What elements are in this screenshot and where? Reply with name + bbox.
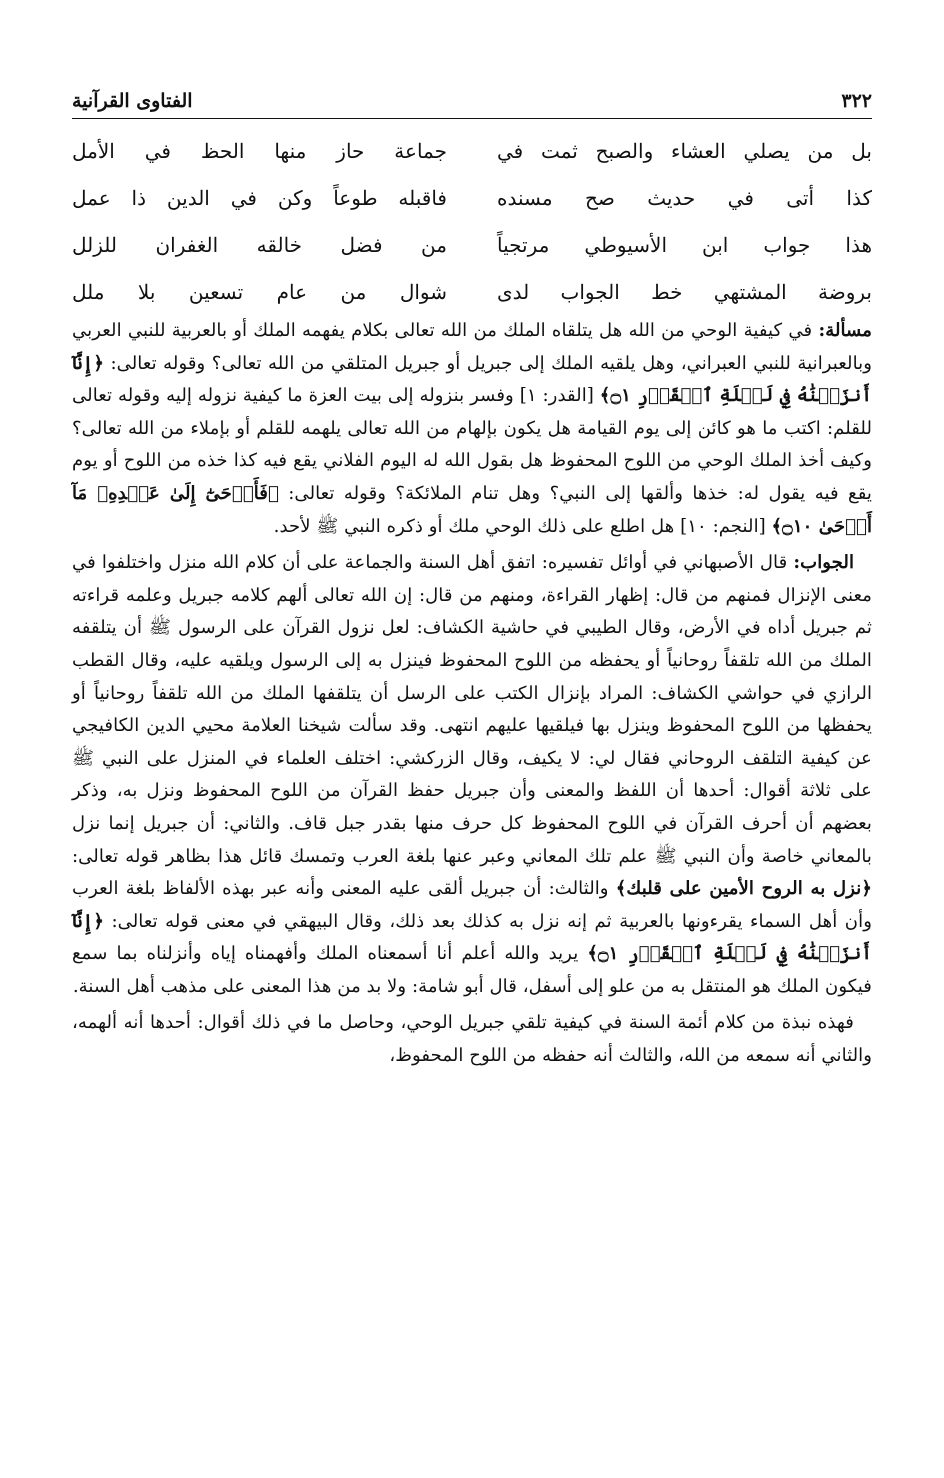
poem-verse <box>72 127 872 174</box>
book-page <box>72 78 872 1073</box>
verse-second-hemistich: فاقبله طوعاً وكن في الدين ذا عمل <box>72 185 447 210</box>
answer-label: الجواب: <box>793 552 854 574</box>
answer-paragraph <box>72 547 872 1003</box>
running-header <box>72 78 872 119</box>
answer-text: والثالث: أن جبريل ألقى عليه المعنى وأنه عبر بهذه الألفاظ بلغة العرب وأن أهل السماء يقرءونها بالعربية ثم إنه نزل به كذلك بعد ذلك، وقال البيهقي في معنى قوله تعالى: <box>72 878 872 932</box>
answer-text: يريد والله أعلم أنا أسمعناه الملك وأفهمناه إياه وأنزلناه بما سمع فيكون الملك هو المنتقل به من علو إلى أسفل، قال أبو شامة: ولا بد من هذا المعنى على مذهب أهل السنة. <box>72 943 872 997</box>
poem <box>72 127 872 315</box>
answer-text: قال الأصبهاني في أوائل تفسيره: اتفق أهل السنة والجماعة على أن كلام الله منزل واختلفوا في معنى الإنزال فمنهم من قال: إظهار القراءة، ومنهم من قال: إن الله تعالى ألهم كلامه جبريل وعلمه قراءته ثم جبريل أداه في الأرض، وقال الطيبي في حاشية الكشاف: لعل نزول القرآن على الرسول ﷺ أن يتلقفه الملك من الله تلقفاً روحانياً أو يحفظه من اللوح المحفوظ فينزل به إلى الرسول ويلقيه عليه، وقال القطب الرازي في حواشي الكشاف: المراد بإنزال الكتب على الرسل أن يتلقفها الملك من الله تلقفاً روحانياً أو يحفظها من اللوح المحفوظ وينزل بها فيلقيها عليهم انتهى. وقد سألت شيخنا العلامة محيي الدين الكافيجي عن كيفية التلقف الروحاني فقال لي: لا يكيف، وقال الزركشي: اختلف العلماء في المنزل على النبي ﷺ على ثلاثة أقوال: أحدها أن اللفظ والمعنى وأن جبريل حفظ القرآن من اللوح المحفوظ ونزل به، وذكر بعضهم أن أحرف القرآن في اللوح المحفوظ كل حرف منها بقدر جبل قاف. والثاني: أن جبريل إنما نزل بالمعاني خاصة وأن النبي ﷺ علم تلك المعاني وعبر عنها بلغة العرب وتمسك قائل هذا بظاهر قوله تعالى: <box>72 552 872 867</box>
verse-first-hemistich: هذا جواب ابن الأسيوطي مرتجياً <box>497 232 872 257</box>
verse-second-hemistich: شوال من عام تسعين بلا ملل <box>72 279 447 304</box>
poem-verse <box>72 174 872 221</box>
poem-verse <box>72 268 872 315</box>
question-text: في كيفية الوحي من الله هل يتلقاه الملك من الله تعالى بكلام يفهمه الملك أو بالعربية للنبي العربي وبالعبرانية للنبي العبراني، وهل يلقيه الملك إلى جبريل أو جبريل المتلقي من الله تعالى؟ وقوله تعالى: <box>72 320 872 374</box>
verse-first-hemistich: بروضة المشتهي خط الجواب لدى <box>497 279 872 304</box>
question-text: [القدر: ١] وفسر بنزوله إلى بيت العزة ما كيفية نزوله إليه وقوله تعالى للقلم: اكتب ما هو كائن إلى يوم القيامة هل يكون بإلهام من الله تعالى يلهمه للقلم أو بإملاء من الله تعالى؟ وكيف أخذ الملك الوحي من اللوح المحفوظ هل بقول الله له اليوم الفلاني يقع فيه كذا خذه من اللوح أو يوم يقع فيه يقول له: خذها وألقها إلى النبي؟ وهل تنام الملائكة؟ وقوله تعالى: <box>72 385 872 504</box>
quran-verse: ﴿فَأَوۡحَىٰٓ إِلَىٰ عَبۡدِهِۦ مَآ أَوۡحَىٰ ۝١٠﴾ <box>72 482 872 537</box>
question-text: [النجم: ١٠] هل اطلع على ذلك الوحي ملك أو ذكره النبي ﷺ لأحد. <box>273 515 772 537</box>
quran-verse: ﴿إِنَّآ أَنزَلۡنَٰهُ فِي لَيۡلَةِ ٱلۡقَدۡرِ ۝١﴾ <box>72 352 872 407</box>
question-paragraph <box>72 315 872 543</box>
book-title: الفتاوى القرآنية <box>72 90 193 112</box>
page-number: ٣٢٢ <box>841 90 872 112</box>
verse-first-hemistich: كذا أتى في حديث صح مسنده <box>497 185 872 210</box>
verse-second-hemistich: من فضل خالقه الغفران للزلل <box>72 232 447 257</box>
quran-verse: ﴿نزل به الروح الأمين على قلبك﴾ <box>615 878 872 900</box>
poem-verse <box>72 221 872 268</box>
quran-verse: ﴿إِنَّآ أَنزَلۡنَٰهُ فِي لَيۡلَةِ ٱلۡقَدۡرِ ۝١﴾ <box>72 910 872 965</box>
question-label: مسألة: <box>818 320 872 341</box>
verse-second-hemistich: جماعة حاز منها الحظ في الأمل <box>72 138 447 163</box>
closing-paragraph: فهذه نبذة من كلام أئمة السنة في كيفية تلقي جبريل الوحي، وحاصل ما في ذلك أقوال: أحدها أنه ألهمه، والثاني أنه سمعه من الله، والثالث أنه حفظه من اللوح المحفوظ، <box>72 1012 872 1067</box>
verse-first-hemistich: بل من يصلي العشاء والصبح ثمت في <box>497 138 872 163</box>
